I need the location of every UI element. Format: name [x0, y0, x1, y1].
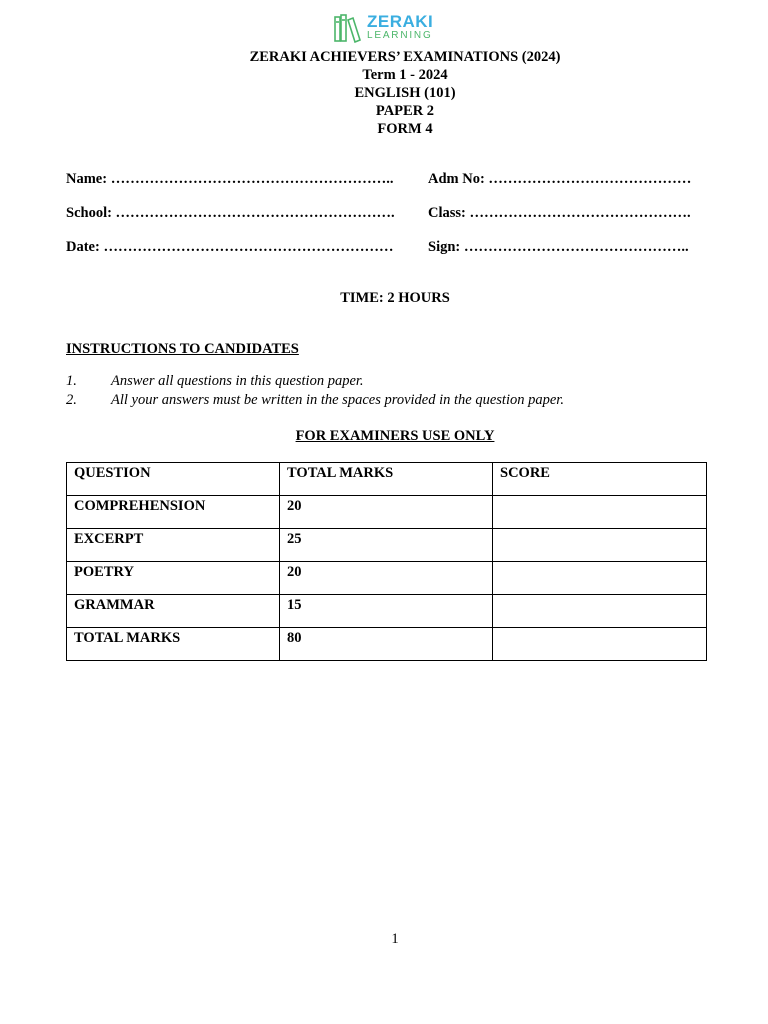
score-cell[interactable]: [493, 628, 707, 661]
table-row: [67, 496, 707, 529]
logo-brand-text: ZERAKI: [367, 12, 434, 31]
marks-cell: 20: [280, 496, 493, 529]
question-cell: TOTAL MARKS: [67, 628, 280, 661]
instructions-title: INSTRUCTIONS TO CANDIDATES: [66, 341, 299, 357]
instruction-item: [66, 392, 564, 409]
time-allowed: TIME: 2 HOURS: [340, 290, 450, 306]
exam-term: Term 1 - 2024: [362, 67, 448, 83]
instruction-item: [66, 373, 364, 390]
question-cell: GRAMMAR: [67, 595, 280, 628]
instruction-number: 2.: [66, 392, 77, 408]
score-cell[interactable]: [493, 562, 707, 595]
exam-header: [0, 48, 768, 138]
logo-sub-text: LEARNING: [367, 30, 433, 41]
marks-table: [66, 462, 707, 661]
instruction-text: Answer all questions in this question paper.: [111, 373, 364, 389]
marks-cell: 20: [280, 562, 493, 595]
exam-title: ZERAKI ACHIEVERS’ EXAMINATIONS (2024): [249, 49, 561, 65]
marks-cell: 80: [280, 628, 493, 661]
table-row: [67, 562, 707, 595]
books-icon: [333, 13, 363, 43]
instruction-text: All your answers must be written in the spaces provided in the question paper.: [111, 392, 564, 408]
class-field[interactable]: Class: ……………………………………….: [428, 205, 691, 221]
zeraki-logo: [333, 13, 433, 45]
date-field[interactable]: Date: ……………………………………………………: [66, 239, 394, 255]
exam-paper: PAPER 2: [375, 103, 435, 119]
question-cell: EXCERPT: [67, 529, 280, 562]
question-cell: POETRY: [67, 562, 280, 595]
sign-field[interactable]: Sign: ………………………………………..: [428, 239, 689, 255]
table-header-row: [67, 463, 707, 496]
adm-no-field[interactable]: Adm No: ……………………………………: [428, 171, 692, 187]
school-field[interactable]: School: ………………………………………………….: [66, 205, 395, 221]
score-cell[interactable]: [493, 496, 707, 529]
score-cell[interactable]: [493, 529, 707, 562]
instruction-number: 1.: [66, 373, 77, 389]
marks-cell: 25: [280, 529, 493, 562]
table-row: [67, 529, 707, 562]
exam-form: FORM 4: [377, 121, 433, 137]
exam-subject: ENGLISH (101): [354, 85, 456, 101]
header-total-marks: TOTAL MARKS: [280, 463, 493, 496]
page-number: 1: [391, 931, 399, 947]
table-row: [67, 595, 707, 628]
marks-cell: 15: [280, 595, 493, 628]
name-field[interactable]: Name: …………………………………………………..: [66, 171, 394, 187]
examiners-use-title: FOR EXAMINERS USE ONLY: [295, 428, 495, 444]
score-cell[interactable]: [493, 595, 707, 628]
header-score: SCORE: [493, 463, 707, 496]
header-question: QUESTION: [67, 463, 280, 496]
question-cell: COMPREHENSION: [67, 496, 280, 529]
table-row: [67, 628, 707, 661]
